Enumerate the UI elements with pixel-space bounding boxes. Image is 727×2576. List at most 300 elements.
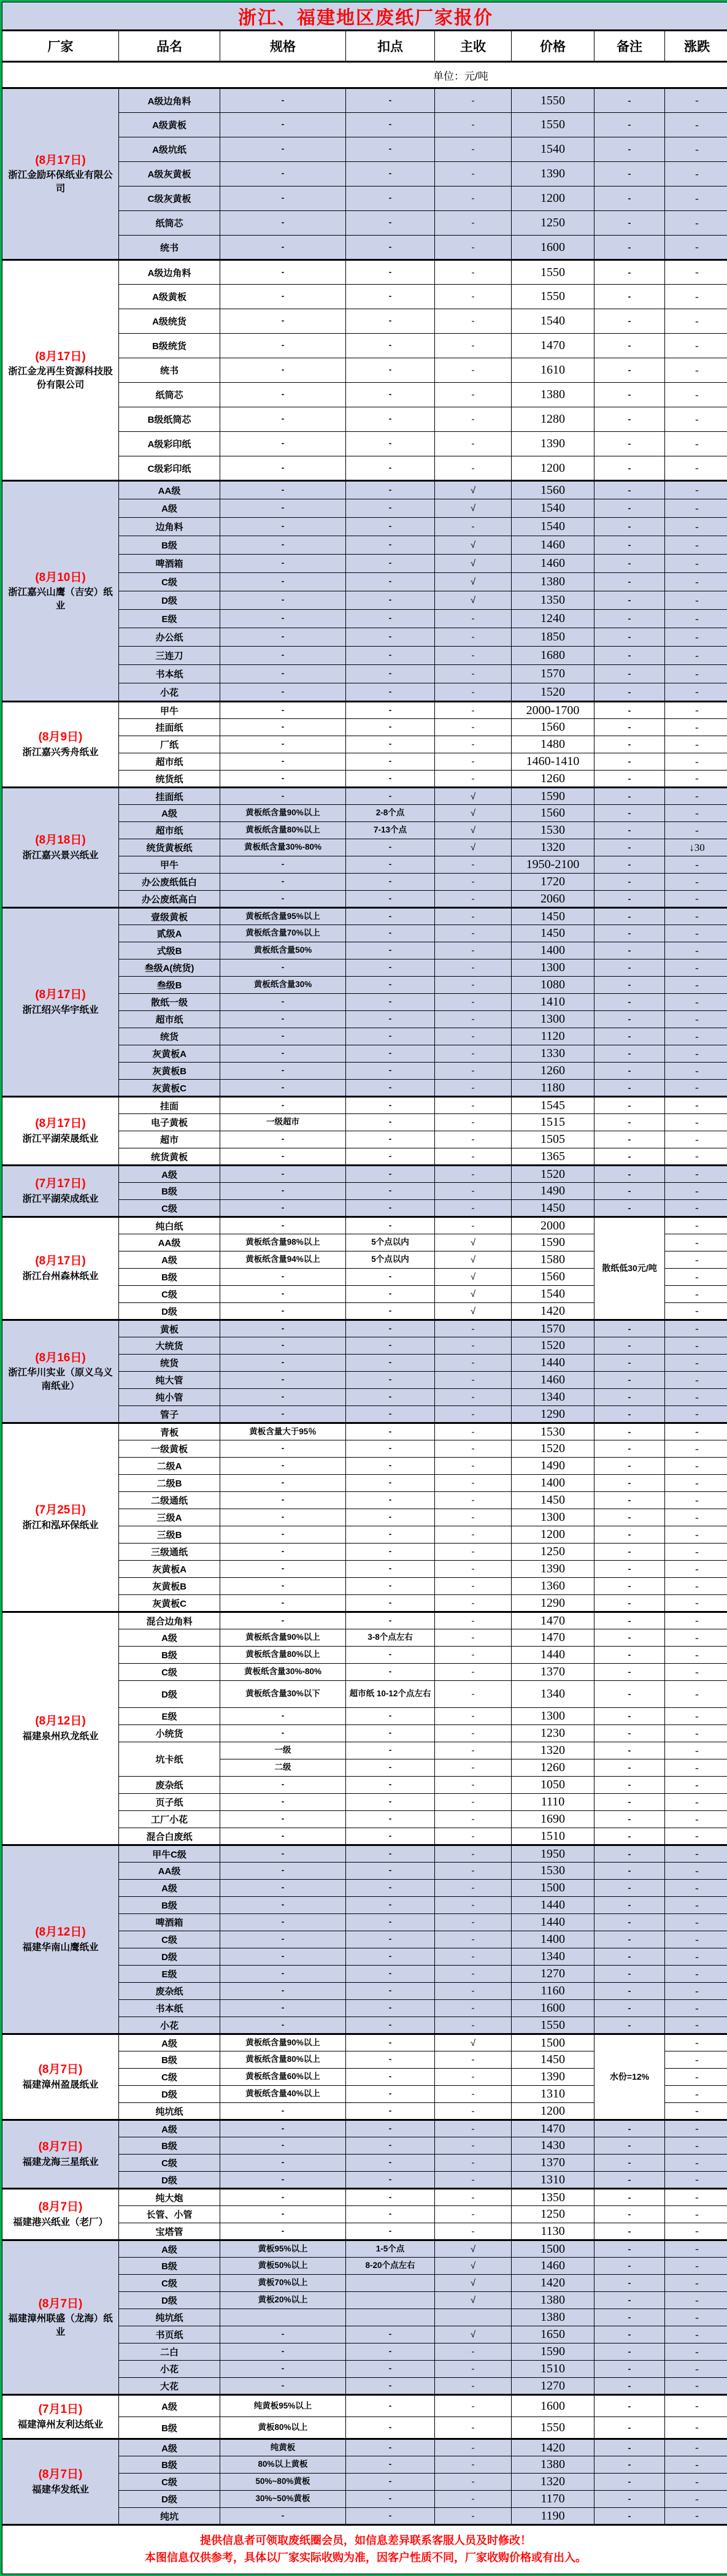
remark-cell: - xyxy=(594,1045,665,1063)
remark-cell: - xyxy=(594,383,665,407)
price-cell: 1500 xyxy=(512,2240,594,2258)
mainbuy-check-cell: - xyxy=(435,1183,512,1200)
spec-cell: 黄板70%以上 xyxy=(220,2275,346,2292)
price-cell: 1550 xyxy=(512,260,594,285)
remark-cell: - xyxy=(594,702,665,719)
spec-cell: - xyxy=(220,702,346,719)
price-cell: 1470 xyxy=(512,2120,594,2137)
remark-cell: - xyxy=(594,2309,665,2326)
remark-cell: - xyxy=(594,1063,665,1080)
price-cell: 1240 xyxy=(512,610,594,628)
price-cell: 1540 xyxy=(512,1286,594,1303)
remark-cell: - xyxy=(594,2172,665,2189)
table-row xyxy=(2,2395,727,2417)
price-cell: 1350 xyxy=(512,591,594,610)
factory-cell xyxy=(2,1423,119,1612)
deduction-cell: - xyxy=(346,2017,435,2034)
change-cell: - xyxy=(665,456,727,481)
change-cell: - xyxy=(665,481,727,499)
deduction-cell: - xyxy=(346,2343,435,2361)
change-cell: - xyxy=(665,591,727,610)
product-cell: E级 xyxy=(119,1708,220,1725)
product-cell: 小统货 xyxy=(119,1725,220,1742)
factory-cell xyxy=(2,2395,119,2439)
change-cell: - xyxy=(665,1612,727,1629)
product-cell: 统书 xyxy=(119,236,220,260)
remark-cell: - xyxy=(594,358,665,383)
price-cell: 1200 xyxy=(512,186,594,211)
remark-cell: - xyxy=(594,1080,665,1097)
price-cell: 1380 xyxy=(512,2292,594,2309)
spec-cell: - xyxy=(220,2343,346,2361)
deduction-cell: - xyxy=(346,1440,435,1458)
price-cell: 1300 xyxy=(512,1509,594,1526)
price-cell: 1340 xyxy=(512,1389,594,1406)
remark-cell: - xyxy=(594,1492,665,1509)
mainbuy-check-cell: - xyxy=(435,1578,512,1595)
spec-cell: - xyxy=(220,1183,346,1200)
deduction-cell: - xyxy=(346,236,435,260)
price-cell: 1680 xyxy=(512,647,594,665)
remark-cell: - xyxy=(594,1011,665,1028)
remark-cell: 水份=12% xyxy=(594,2034,665,2120)
price-cell: 1520 xyxy=(512,1337,594,1355)
change-cell: - xyxy=(665,2103,727,2120)
product-cell: 管子 xyxy=(119,1406,220,1423)
factory-cell xyxy=(2,2240,119,2395)
change-cell: - xyxy=(665,822,727,839)
mainbuy-check-cell: √ xyxy=(435,2240,512,2258)
spec-cell: 黄板纸含量80%以上 xyxy=(220,822,346,839)
price-cell: 1260 xyxy=(512,1063,594,1080)
remark-cell: - xyxy=(594,1880,665,1897)
factory-cell xyxy=(2,2120,119,2189)
deduction-cell: - xyxy=(346,1828,435,1845)
spec-cell: - xyxy=(220,1811,346,1828)
factory-cell xyxy=(2,1166,119,1217)
table-row xyxy=(2,1097,727,1114)
deduction-cell: - xyxy=(346,856,435,874)
product-cell: 大统货 xyxy=(119,1337,220,1355)
product-cell: 办公废纸高白 xyxy=(119,891,220,908)
product-cell: 办公废纸低白 xyxy=(119,874,220,891)
spec-cell: 二级 xyxy=(220,1759,346,1777)
change-cell: - xyxy=(665,1080,727,1097)
footer-row xyxy=(2,2525,727,2574)
change-cell: - xyxy=(665,874,727,891)
product-cell: 小花 xyxy=(119,2017,220,2034)
mainbuy-check-cell: - xyxy=(435,1200,512,1217)
price-cell: 1320 xyxy=(512,2474,594,2491)
remark-cell: - xyxy=(594,2189,665,2206)
mainbuy-check-cell: - xyxy=(435,1983,512,2000)
remark-cell: - xyxy=(594,499,665,518)
mainbuy-check-cell: - xyxy=(435,2189,512,2206)
product-cell: 超市纸 xyxy=(119,1011,220,1028)
factory-name: 福建漳州友利达纸业 xyxy=(4,2418,117,2432)
table-row xyxy=(2,1845,727,1863)
change-cell: - xyxy=(665,1931,727,1948)
change-cell: - xyxy=(665,1234,727,1251)
mainbuy-check-cell: - xyxy=(435,1811,512,1828)
price-cell: 1570 xyxy=(512,1320,594,1337)
product-cell: 灰黄板A xyxy=(119,1045,220,1063)
change-cell: - xyxy=(665,1629,727,1647)
product-cell: A级 xyxy=(119,2034,220,2051)
change-cell: - xyxy=(665,1269,727,1286)
product-cell: 废杂纸 xyxy=(119,1777,220,1794)
change-cell: - xyxy=(665,1863,727,1880)
factory-name: 福建泉州玖龙纸业 xyxy=(4,1730,117,1744)
mainbuy-check-cell: - xyxy=(435,456,512,481)
change-cell: - xyxy=(665,994,727,1011)
mainbuy-check-cell: - xyxy=(435,432,512,456)
spec-cell: - xyxy=(220,647,346,665)
price-cell: 1550 xyxy=(512,113,594,137)
factory-cell xyxy=(2,88,119,260)
factory-cell xyxy=(2,2439,119,2525)
mainbuy-check-cell: - xyxy=(435,1544,512,1561)
spec-cell: - xyxy=(220,1320,346,1337)
product-cell: B级统货 xyxy=(119,334,220,358)
spec-cell: - xyxy=(220,1131,346,1148)
spec-cell: - xyxy=(220,113,346,137)
deduction-cell: - xyxy=(346,628,435,647)
change-cell: - xyxy=(665,1166,727,1183)
change-cell: - xyxy=(665,959,727,977)
product-cell: A级边角料 xyxy=(119,260,220,285)
remark-cell: - xyxy=(594,908,665,925)
product-cell: 混合白废纸 xyxy=(119,1828,220,1845)
mainbuy-check-cell: - xyxy=(435,1389,512,1406)
product-cell: 书本纸 xyxy=(119,2000,220,2017)
spec-cell: 黄板纸含量30%以下 xyxy=(220,1681,346,1708)
spec-cell: 纯黄板 xyxy=(220,2439,346,2456)
product-cell: 超市纸 xyxy=(119,753,220,771)
mainbuy-check-cell: - xyxy=(435,1595,512,1612)
deduction-cell xyxy=(346,2292,435,2309)
remark-cell: - xyxy=(594,432,665,456)
product-cell: B级 xyxy=(119,1897,220,1914)
table-row xyxy=(2,908,727,925)
price-cell: 1080 xyxy=(512,977,594,994)
spec-cell: - xyxy=(220,555,346,573)
remark-cell: - xyxy=(594,1389,665,1406)
product-cell: 甲牛 xyxy=(119,702,220,719)
date-label: (8月7日) xyxy=(4,2467,117,2483)
mainbuy-check-cell: - xyxy=(435,358,512,383)
deduction-cell: - xyxy=(346,1725,435,1742)
deduction-cell: - xyxy=(346,432,435,456)
spec-cell: 一级超市 xyxy=(220,1114,346,1131)
spec-cell: - xyxy=(220,236,346,260)
deduction-cell: - xyxy=(346,1303,435,1320)
change-cell: - xyxy=(665,719,727,736)
remark-cell: - xyxy=(594,1114,665,1131)
mainbuy-check-cell: √ xyxy=(435,1286,512,1303)
change-cell: - xyxy=(665,702,727,719)
spec-cell: - xyxy=(220,2172,346,2189)
deduction-cell: - xyxy=(346,1777,435,1794)
change-cell: - xyxy=(665,1028,727,1045)
price-cell: 1550 xyxy=(512,285,594,309)
remark-cell: - xyxy=(594,1458,665,1475)
price-cell: 1120 xyxy=(512,1028,594,1045)
spec-cell: - xyxy=(220,1845,346,1863)
table-row xyxy=(2,2240,727,2258)
remark-cell: - xyxy=(594,186,665,211)
deduction-cell: - xyxy=(346,481,435,499)
col-header-factory: 厂家 xyxy=(2,31,119,62)
product-cell: B级 xyxy=(119,1647,220,1664)
remark-cell: - xyxy=(594,719,665,736)
spec-cell: - xyxy=(220,1063,346,1080)
price-cell: 1340 xyxy=(512,1948,594,1966)
change-cell: - xyxy=(665,2206,727,2223)
product-cell: 灰黄板A xyxy=(119,1561,220,1578)
mainbuy-check-cell: √ xyxy=(435,2034,512,2051)
product-cell: 统货黄板 xyxy=(119,1148,220,1166)
price-cell: 1470 xyxy=(512,1629,594,1647)
remark-cell: - xyxy=(594,839,665,856)
change-cell: - xyxy=(665,334,727,358)
spec-cell: 黄板纸含量70%以上 xyxy=(220,925,346,942)
mainbuy-check-cell: - xyxy=(435,719,512,736)
price-cell: 1310 xyxy=(512,2086,594,2103)
mainbuy-check-cell: - xyxy=(435,1166,512,1183)
price-cell: 1550 xyxy=(512,2017,594,2034)
remark-cell: - xyxy=(594,1828,665,1845)
factory-name: 浙江嘉兴山鹰（吉安）纸业 xyxy=(4,586,117,612)
deduction-cell: - xyxy=(346,2378,435,2395)
price-cell: 1540 xyxy=(512,137,594,162)
price-cell: 1460 xyxy=(512,2258,594,2275)
product-cell: 超市 xyxy=(119,1131,220,1148)
product-cell: C级 xyxy=(119,2069,220,2086)
product-cell: 统货 xyxy=(119,1028,220,1045)
spec-cell xyxy=(220,2309,346,2326)
deduction-cell: - xyxy=(346,1045,435,1063)
change-cell: - xyxy=(665,2395,727,2417)
price-cell: 1430 xyxy=(512,2137,594,2155)
mainbuy-check-cell: - xyxy=(435,1794,512,1811)
deduction-cell: - xyxy=(346,874,435,891)
remark-cell: - xyxy=(594,2361,665,2378)
column-header-row xyxy=(2,31,727,62)
remark-cell: - xyxy=(594,1372,665,1389)
price-cell: 1190 xyxy=(512,2508,594,2525)
remark-cell: - xyxy=(594,1914,665,1931)
mainbuy-check-cell: √ xyxy=(435,2275,512,2292)
change-cell: - xyxy=(665,942,727,959)
price-cell: 1340 xyxy=(512,1681,594,1708)
change-cell: - xyxy=(665,1880,727,1897)
change-cell: - xyxy=(665,2258,727,2275)
product-cell: B级纸筒芯 xyxy=(119,407,220,432)
mainbuy-check-cell: - xyxy=(435,2069,512,2086)
mainbuy-check-cell: - xyxy=(435,2086,512,2103)
remark-cell: - xyxy=(594,1561,665,1578)
deduction-cell: - xyxy=(346,1131,435,1148)
mainbuy-check-cell: - xyxy=(435,162,512,186)
mainbuy-check-cell: - xyxy=(435,2017,512,2034)
change-cell: - xyxy=(665,499,727,518)
price-cell: 1600 xyxy=(512,236,594,260)
mainbuy-check-cell: - xyxy=(435,2456,512,2474)
product-cell: 纯大炮 xyxy=(119,2189,220,2206)
mainbuy-check-cell: - xyxy=(435,260,512,285)
price-cell: 1580 xyxy=(512,1251,594,1269)
remark-cell: - xyxy=(594,2508,665,2525)
deduction-cell: - xyxy=(346,383,435,407)
product-cell: 三级B xyxy=(119,1526,220,1544)
change-cell: - xyxy=(665,2223,727,2240)
deduction-cell: - xyxy=(346,2189,435,2206)
remark-cell: - xyxy=(594,2017,665,2034)
remark-cell: - xyxy=(594,309,665,334)
spec-cell: - xyxy=(220,2000,346,2017)
mainbuy-check-cell: - xyxy=(435,2137,512,2155)
remark-cell: - xyxy=(594,2275,665,2292)
product-cell: A级坑纸 xyxy=(119,137,220,162)
change-cell: - xyxy=(665,1303,727,1320)
deduction-cell: - xyxy=(346,1080,435,1097)
table-row xyxy=(2,481,727,499)
price-cell: 1470 xyxy=(512,1612,594,1629)
mainbuy-check-cell: √ xyxy=(435,2292,512,2309)
product-cell: C级 xyxy=(119,2155,220,2172)
product-cell: 青板 xyxy=(119,1423,220,1440)
deduction-cell: 5个点以内 xyxy=(346,1234,435,1251)
deduction-cell: - xyxy=(346,1966,435,1983)
price-cell: 1390 xyxy=(512,2069,594,2086)
spec-cell: - xyxy=(220,432,346,456)
change-cell: - xyxy=(665,1406,727,1423)
price-cell: 1460 xyxy=(512,536,594,555)
date-label: (7月25日) xyxy=(4,1502,117,1519)
spec-cell: - xyxy=(220,383,346,407)
spec-cell: - xyxy=(220,358,346,383)
product-cell: 灰黄板C xyxy=(119,1080,220,1097)
factory-name: 福建漳州联盛（龙海）纸业 xyxy=(4,2312,117,2339)
spec-cell: 黄板80%以上 xyxy=(220,2417,346,2439)
mainbuy-check-cell: √ xyxy=(435,499,512,518)
change-cell: - xyxy=(665,137,727,162)
col-header-spec: 规格 xyxy=(220,31,346,62)
spec-cell: - xyxy=(220,1475,346,1492)
date-label: (8月18日) xyxy=(4,832,117,849)
mainbuy-check-cell: √ xyxy=(435,2326,512,2343)
product-cell: 电子黄板 xyxy=(119,1114,220,1131)
price-cell: 1540 xyxy=(512,518,594,536)
price-cell: 1590 xyxy=(512,788,594,805)
deduction-cell: - xyxy=(346,908,435,925)
product-cell: 统货黄板纸 xyxy=(119,839,220,856)
col-header-product: 品名 xyxy=(119,31,220,62)
product-cell: A级 xyxy=(119,2120,220,2137)
change-cell: - xyxy=(665,2378,727,2395)
spec-cell: - xyxy=(220,610,346,628)
remark-cell: - xyxy=(594,2223,665,2240)
mainbuy-check-cell: - xyxy=(435,1948,512,1966)
price-cell: 1560 xyxy=(512,719,594,736)
price-cell: 1270 xyxy=(512,2378,594,2395)
change-cell: - xyxy=(665,856,727,874)
mainbuy-check-cell: - xyxy=(435,1526,512,1544)
mainbuy-check-cell: √ xyxy=(435,481,512,499)
mainbuy-check-cell: - xyxy=(435,407,512,432)
price-cell: 1350 xyxy=(512,2189,594,2206)
remark-cell: - xyxy=(594,1440,665,1458)
product-cell: A级灰黄板 xyxy=(119,162,220,186)
deduction-cell: - xyxy=(346,1708,435,1725)
remark-cell: - xyxy=(594,1966,665,1983)
deduction-cell: 5个点以内 xyxy=(346,1251,435,1269)
spec-cell: - xyxy=(220,1492,346,1509)
product-cell: 壹级黄板 xyxy=(119,908,220,925)
remark-cell: - xyxy=(594,1200,665,1217)
footer-line1: 提供信息者可领取废纸圈会员，如信息差异联系客服人员及时修改！ xyxy=(4,2532,727,2550)
mainbuy-check-cell: √ xyxy=(435,822,512,839)
remark-cell: - xyxy=(594,456,665,481)
change-cell: - xyxy=(665,2326,727,2343)
change-cell: - xyxy=(665,1725,727,1742)
price-cell: 1260 xyxy=(512,1759,594,1777)
spec-cell: 黄板纸含量80%以上 xyxy=(220,1647,346,1664)
change-cell: - xyxy=(665,1914,727,1931)
factory-name: 浙江金龙再生资源科技股份有限公司 xyxy=(4,365,117,391)
product-cell: B级 xyxy=(119,2456,220,2474)
mainbuy-check-cell: - xyxy=(435,1681,512,1708)
change-cell: - xyxy=(665,260,727,285)
deduction-cell: - xyxy=(346,1897,435,1914)
deduction-cell: - xyxy=(346,1011,435,1028)
change-cell: - xyxy=(665,1811,727,1828)
remark-cell: - xyxy=(594,1647,665,1664)
spec-cell: - xyxy=(220,891,346,908)
change-cell: - xyxy=(665,2034,727,2051)
mainbuy-check-cell: - xyxy=(435,874,512,891)
deduction-cell: 1-5个点 xyxy=(346,2240,435,2258)
mainbuy-check-cell: √ xyxy=(435,1269,512,1286)
deduction-cell: - xyxy=(346,2508,435,2525)
change-cell: - xyxy=(665,665,727,683)
price-cell: 1440 xyxy=(512,1897,594,1914)
mainbuy-check-cell: - xyxy=(435,994,512,1011)
factory-name: 福建港兴纸业（老厂） xyxy=(4,2216,117,2229)
spec-cell: - xyxy=(220,1440,346,1458)
spec-cell: - xyxy=(220,1708,346,1725)
price-cell: 1460 xyxy=(512,1372,594,1389)
remark-cell: - xyxy=(594,2292,665,2309)
mainbuy-check-cell: - xyxy=(435,2172,512,2189)
price-cell: 1365 xyxy=(512,1148,594,1166)
mainbuy-check-cell: - xyxy=(435,1966,512,1983)
spec-cell: 黄板纸含量90%以上 xyxy=(220,805,346,822)
change-cell: - xyxy=(665,285,727,309)
product-cell: A级统货 xyxy=(119,309,220,334)
change-cell: - xyxy=(665,788,727,805)
change-cell: - xyxy=(665,1948,727,1966)
mainbuy-check-cell: √ xyxy=(435,2258,512,2275)
price-cell: 1590 xyxy=(512,2343,594,2361)
mainbuy-check-cell: - xyxy=(435,610,512,628)
remark-cell: - xyxy=(594,260,665,285)
product-cell: 啤酒箱 xyxy=(119,1914,220,1931)
price-cell: 1370 xyxy=(512,1664,594,1681)
product-cell: AA级 xyxy=(119,1234,220,1251)
spec-cell: - xyxy=(220,2103,346,2120)
